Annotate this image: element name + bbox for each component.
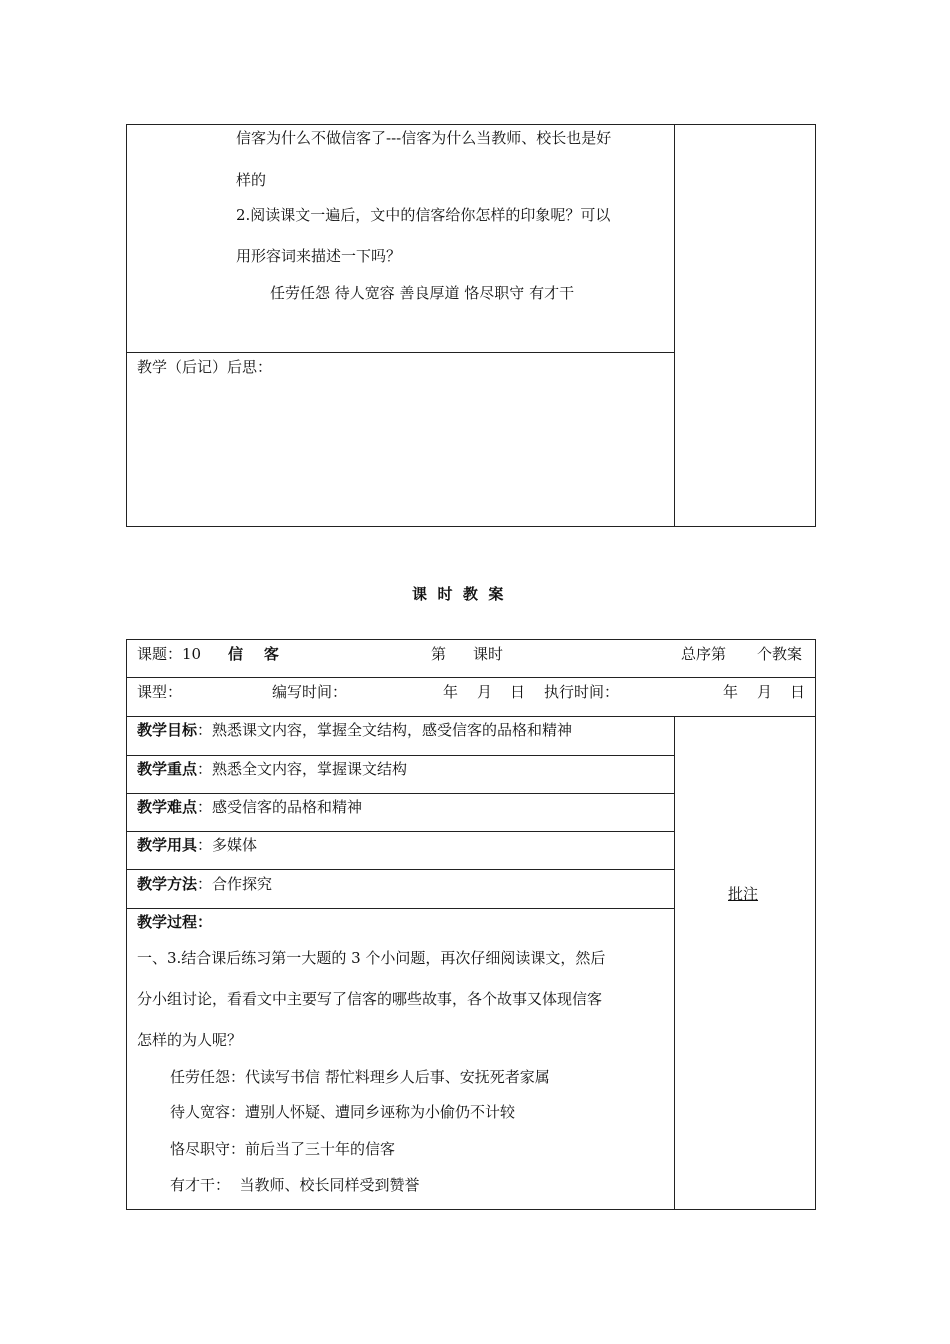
field-colon: ： xyxy=(197,836,213,854)
exec-month: 月 xyxy=(757,683,773,701)
field-colon: ： xyxy=(197,798,213,816)
field-key-point-value: 熟悉全文内容，掌握课文结构 xyxy=(212,760,408,778)
write-month: 月 xyxy=(477,683,493,701)
story-line-4: 有才干： 当教师、校长同样受到赞誉 xyxy=(170,1176,420,1194)
field-colon: ： xyxy=(197,721,213,739)
field-method-label: 教学方法 xyxy=(137,875,198,893)
story-line-2: 待人宽容：遭别人怀疑、遭同乡诬称为小偷仍不计较 xyxy=(170,1103,516,1121)
top-table xyxy=(126,124,816,527)
top-table-divider-vertical xyxy=(674,124,675,527)
lesson-type-label: 课型： xyxy=(137,683,183,701)
field-key-point-label: 教学重点 xyxy=(137,760,198,778)
row-divider-4 xyxy=(126,793,675,794)
field-difficulty-label: 教学难点 xyxy=(137,798,198,816)
row-divider-6 xyxy=(126,869,675,870)
story-line-1: 任劳任怨：代读写书信 帮忙料理乡人后事、安抚死者家属 xyxy=(170,1068,550,1086)
field-method xyxy=(137,874,272,894)
top-line-2: 样的 xyxy=(236,171,267,189)
write-day: 日 xyxy=(510,683,526,701)
field-difficulty xyxy=(137,797,362,817)
row-divider-3 xyxy=(126,755,675,756)
comment-column-divider xyxy=(674,716,675,1210)
topic-label: 课题：10 xyxy=(137,645,202,663)
row-divider-5 xyxy=(126,831,675,832)
row-divider-1 xyxy=(126,677,816,678)
period-prefix: 第 xyxy=(431,645,447,663)
field-colon: ： xyxy=(197,875,213,893)
top-line-1: 信客为什么不做信客了---信客为什么当教师、校长也是好 xyxy=(236,129,612,147)
reflection-label: 教学（后记）后思： xyxy=(137,358,273,376)
field-tools-label: 教学用具 xyxy=(137,836,198,854)
page-title: 课 时 教 案 xyxy=(412,585,504,603)
topic-name: 信 客 xyxy=(228,645,279,663)
field-tools-value: 多媒体 xyxy=(212,836,258,854)
top-line-5: 任劳任怨 待人宽容 善良厚道 恪尽职守 有才干 xyxy=(270,284,575,302)
write-year: 年 xyxy=(443,683,459,701)
row-divider-2 xyxy=(126,716,816,717)
top-line-4: 用形容词来描述一下吗？ xyxy=(236,247,402,265)
field-difficulty-value: 感受信客的品格和精神 xyxy=(212,798,363,816)
write-time-label: 编写时间： xyxy=(272,683,348,701)
period-suffix: 课时 xyxy=(473,645,504,663)
process-line-1: 一、3.结合课后练习第一大题的 3 个小问题，再次仔细阅读课文，然后 xyxy=(137,949,606,967)
field-objective-label: 教学目标 xyxy=(137,721,198,739)
field-objective-value: 熟悉课文内容，掌握全文结构，感受信客的品格和精神 xyxy=(212,721,573,739)
field-colon: ： xyxy=(197,760,213,778)
exec-time-label: 执行时间： xyxy=(544,683,620,701)
top-line-3: 2.阅读课文一遍后，文中的信客给你怎样的印象呢？可以 xyxy=(236,206,611,224)
exec-year: 年 xyxy=(723,683,739,701)
order-prefix: 总序第 xyxy=(681,645,727,663)
story-line-3: 恪尽职守：前后当了三十年的信客 xyxy=(170,1140,396,1158)
field-tools xyxy=(137,835,257,855)
order-suffix: 个教案 xyxy=(757,645,803,663)
process-label: 教学过程： xyxy=(137,913,213,931)
exec-day: 日 xyxy=(790,683,806,701)
process-line-2: 分小组讨论，看看文中主要写了信客的哪些故事，各个故事又体现信客 xyxy=(137,990,603,1008)
field-objective xyxy=(137,720,572,740)
process-line-3: 怎样的为人呢？ xyxy=(137,1031,243,1049)
field-method-value: 合作探究 xyxy=(212,875,273,893)
top-table-divider-horizontal xyxy=(126,352,675,353)
field-key-point xyxy=(137,759,407,779)
comment-label: 批注 xyxy=(728,885,759,903)
row-divider-7 xyxy=(126,908,675,909)
